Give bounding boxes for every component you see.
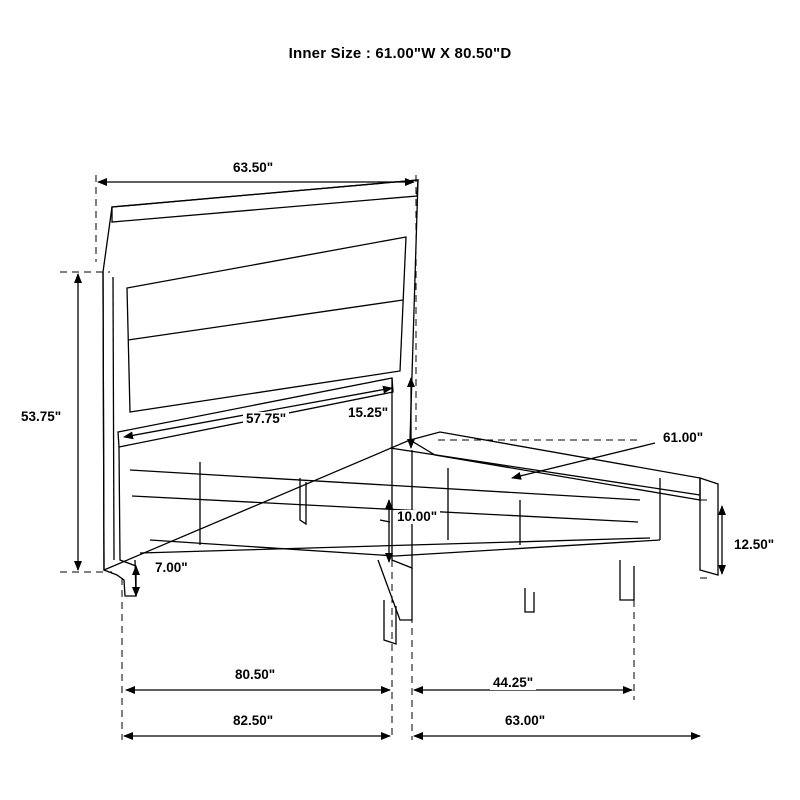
page-title: Inner Size : 61.00"W X 80.50"D: [288, 45, 512, 62]
extension-lines: [60, 175, 712, 740]
dim-footboard-gap: 15.25": [345, 406, 391, 420]
dim-footboard-to-end: 44.25": [490, 676, 536, 690]
dim-side-rail-width: 61.00": [660, 431, 706, 445]
dim-mattress-length: 80.50": [232, 668, 278, 682]
dim-rail-height: 7.00": [152, 561, 191, 575]
dim-footboard-height: 12.50": [731, 538, 777, 552]
dim-overall-height: 53.75": [18, 410, 64, 424]
dim-overall-length-back: 63.00": [502, 714, 548, 728]
dim-headboard-width: 63.50": [230, 161, 276, 175]
dim-overall-length-front: 82.50": [230, 714, 276, 728]
dim-headboard-panel-width: 57.75": [243, 412, 289, 426]
dim-slat-clearance: 10.00": [394, 510, 440, 524]
dimension-arrows: [78, 182, 722, 736]
